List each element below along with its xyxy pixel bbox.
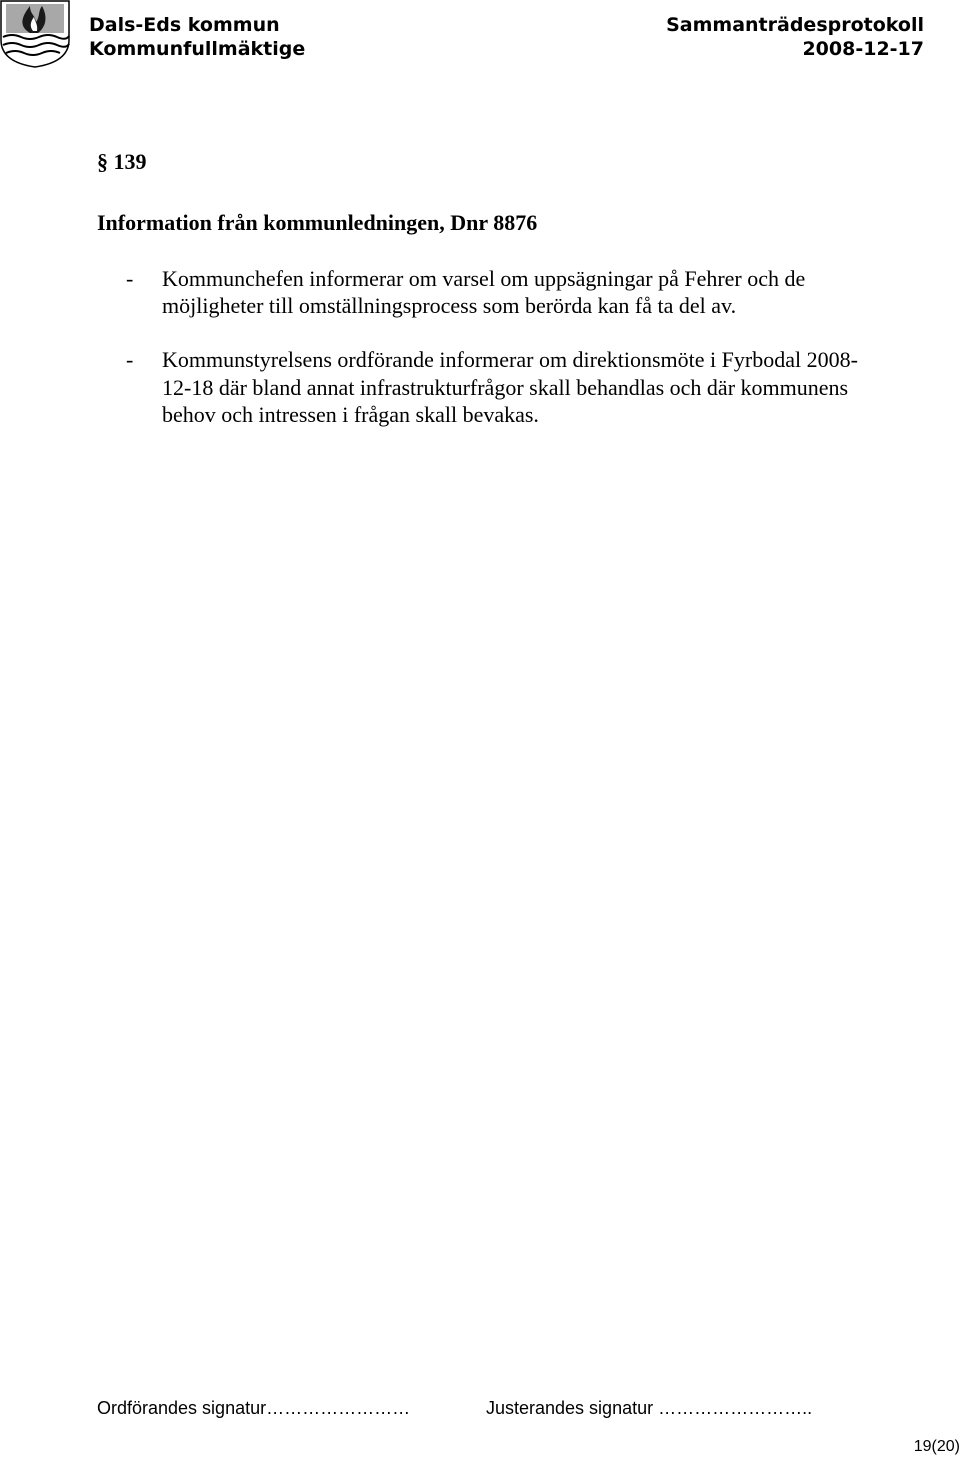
meeting-date: 2008-12-17	[802, 38, 924, 60]
list-item-line: 12-18 där bland annat infrastrukturfrågor skall behandlas och där kommunens	[162, 375, 849, 400]
list-item-dash: -	[126, 347, 134, 372]
section-number	[97, 149, 147, 175]
assembly-name: Kommunfullmäktige	[89, 38, 306, 60]
list-item-line: Kommunchefen informerar om varsel om uppsägningar på Fehrer och de	[162, 266, 806, 291]
page-number: 19(20)	[913, 1438, 960, 1455]
municipality-name: Dals-Eds kommun	[89, 14, 280, 36]
chair-signature-field: Ordförandes signatur……………………	[97, 1398, 411, 1418]
adjuster-signature-field: Justerandes signatur ……………………..	[486, 1398, 813, 1418]
section-title: Information från kommunledningen, Dnr 8876	[97, 210, 538, 235]
section-number-value: 139	[113, 149, 147, 174]
municipal-logo-icon	[0, 0, 70, 68]
section-symbol: §	[97, 149, 108, 174]
list-item-line: behov och intressen i frågan skall bevakas.	[162, 402, 539, 427]
list-item-dash: -	[126, 266, 134, 291]
document-type: Sammanträdesprotokoll	[666, 14, 924, 36]
list-item-line: Kommunstyrelsens ordförande informerar om direktionsmöte i Fyrbodal 2008-	[162, 347, 858, 372]
list-item-line: möjligheter till omställningsprocess som berörda kan få ta del av.	[162, 293, 737, 318]
